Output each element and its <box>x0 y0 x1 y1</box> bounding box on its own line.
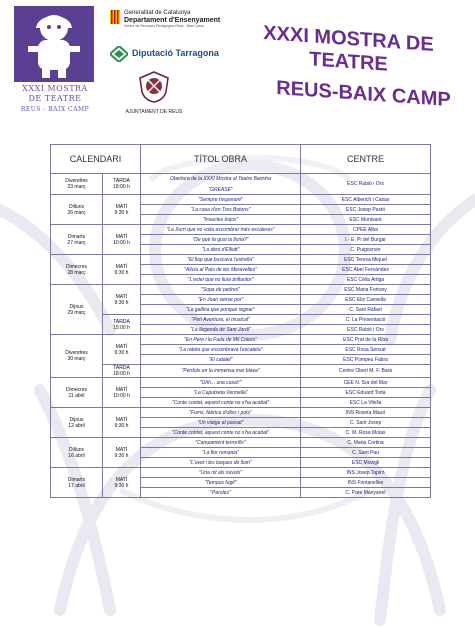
play-title-cell <box>141 398 301 408</box>
session-label: 18:00 h <box>113 371 130 377</box>
play-title-cell <box>141 235 301 245</box>
session-label: 9:30 h <box>114 269 129 276</box>
school-name: Centre Obert M. F. Barà <box>301 365 431 378</box>
header-titol-obra: TÍTOL OBRA <box>141 145 301 174</box>
play-title-cell <box>141 345 301 355</box>
event-title-line-1: XXXI MOSTRA DE TEATRE <box>263 22 434 76</box>
play-title-cell <box>141 174 301 195</box>
day-label: 23 març <box>67 184 86 190</box>
play-title: "Tempus fugit" <box>204 479 237 486</box>
school-name: CPEE Alba <box>301 225 431 235</box>
session-cell <box>103 378 141 408</box>
session-label: 10:00 h <box>113 392 130 399</box>
play-title: "Sopa de pedres" <box>201 286 240 293</box>
header-centre: CENTRE <box>301 145 431 174</box>
day-label: Dimecres <box>65 386 88 393</box>
school-name: INS Fontanelles <box>301 478 431 488</box>
school-name: ESC Josep Pastó <box>301 205 431 215</box>
session-cell <box>103 195 141 225</box>
school-name: ESC Eliz Cansella <box>301 295 431 305</box>
session-label: 9:30 h <box>114 299 129 306</box>
play-title-cell <box>141 418 301 428</box>
school-name: ESC Cèlia Artiga <box>301 275 431 285</box>
day-cell <box>51 408 103 438</box>
play-title-cell <box>141 355 301 365</box>
play-title-cell <box>141 225 301 235</box>
school-name: CEE N. Sra del Mar <box>301 378 431 388</box>
session-label: 9:30 h <box>114 349 129 356</box>
table-row <box>51 468 431 478</box>
play-title-cell <box>141 295 301 305</box>
table-row <box>51 408 431 418</box>
day-label: 30 març <box>67 356 86 362</box>
table-row <box>51 335 431 345</box>
session-cell <box>103 438 141 468</box>
session-label: MATÍ <box>115 446 128 453</box>
table-row <box>51 285 431 295</box>
school-name: ESC Eduard Toda <box>301 388 431 398</box>
play-title: "La rateta que escombrava l'escaleta" <box>178 346 263 353</box>
session-label: TARDA <box>113 178 130 184</box>
play-title: "El llop que buscava l'estrella" <box>187 256 254 263</box>
play-title: "Campament terrorífic" <box>195 439 246 446</box>
session-label: MATÍ <box>115 203 128 210</box>
school-name: ESC Montsant <box>301 215 431 225</box>
table-row <box>51 315 431 325</box>
school-name: I.- E. Pi del Burgar <box>301 235 431 245</box>
senyera-icon <box>110 10 120 24</box>
play-title-cell <box>141 275 301 285</box>
session-label: TARDA <box>113 318 130 325</box>
play-title-cell <box>141 365 301 378</box>
session-cell <box>103 315 141 335</box>
page-header <box>0 0 475 140</box>
session-label: 9:30 h <box>114 482 129 489</box>
session-cell <box>103 174 141 195</box>
day-label: Divendres <box>65 178 88 184</box>
ajuntament-label: AJUNTAMENT DE REUS <box>125 109 183 115</box>
session-label: TARDA <box>113 365 130 371</box>
table-row <box>51 378 431 388</box>
session-label: 10:00 h <box>113 239 130 246</box>
school-name: ESC Pompeu Fabra <box>301 355 431 365</box>
play-title-extra: "GREASE" <box>208 186 233 193</box>
session-cell <box>103 468 141 498</box>
school-name: ESC Prat de la Riba <box>301 335 431 345</box>
table-row <box>51 225 431 235</box>
play-title-cell <box>141 388 301 398</box>
play-title: "L'avet i les boques de llum" <box>189 459 252 466</box>
table-row <box>51 365 431 378</box>
school-name: ESC Rubió i Ors <box>301 174 431 195</box>
play-title: "La Xurri que no volia escombrar més escaleres" <box>166 226 275 233</box>
day-cell <box>51 225 103 255</box>
generalitat-line-3: Centre de Recursos Pedagògics Reus - Baix Camp <box>124 24 204 28</box>
day-cell <box>51 195 103 225</box>
school-name: C. Pare Manyanet <box>301 488 431 498</box>
schedule-body <box>51 174 431 498</box>
table-header-row <box>51 145 431 174</box>
diputacio-label: Diputació Tarragona <box>132 48 219 58</box>
play-title: "En Joan sense por" <box>197 296 244 303</box>
session-cell <box>103 365 141 378</box>
school-name: ESC Maria Fortuny <box>301 285 431 295</box>
school-name: INS Josep Tapiró <box>301 468 431 478</box>
play-title: "Sempre t'esperaré" <box>198 196 243 203</box>
play-title-cell <box>141 478 301 488</box>
day-label: Dilluns <box>68 203 84 210</box>
table-row <box>51 174 431 195</box>
day-label: Dilluns <box>68 446 84 453</box>
day-cell <box>51 438 103 468</box>
play-title-cell <box>141 195 301 205</box>
school-name: ESC La Vilella <box>301 398 431 408</box>
day-label: Dimecres <box>65 263 88 270</box>
school-name: INS Roseta Mauri <box>301 408 431 418</box>
play-title-cell <box>141 205 301 215</box>
school-name: C. Sant Rafael <box>301 305 431 315</box>
play-title: Obertura de la XXXI Mostra al Teatre Bartrina <box>170 175 271 182</box>
day-cell <box>51 285 103 335</box>
play-title: "La Caputxeta Vermella" <box>193 389 248 396</box>
day-label: Dimarts <box>67 476 86 483</box>
day-cell <box>51 378 103 408</box>
play-title-cell <box>141 448 301 458</box>
play-title: "La gallina que ponqué regnar" <box>186 306 255 313</box>
school-name: ESC Mowgli <box>301 458 431 468</box>
session-label: 9:30 h <box>114 422 129 429</box>
ajuntament-shield-icon <box>137 70 171 104</box>
play-title-cell <box>141 285 301 295</box>
session-label: 18:00 h <box>113 184 130 190</box>
day-label: 11 abril <box>68 392 85 399</box>
ajuntament-logo <box>124 70 184 115</box>
day-label: 29 març <box>67 309 86 316</box>
school-name: C. Sant Josep <box>301 418 431 428</box>
play-title-cell <box>141 315 301 325</box>
school-name: ESC Teresa Miquel <box>301 255 431 265</box>
play-title: "La llegenda de Sant Jordi" <box>190 326 251 333</box>
session-label: MATÍ <box>115 263 128 270</box>
play-title: "Ohh... una casa!!" <box>199 379 242 386</box>
play-title: "Un viatge al passat" <box>197 419 244 426</box>
play-title-cell <box>141 428 301 438</box>
session-label: MATÍ <box>115 416 128 423</box>
mostra-logo <box>14 6 94 114</box>
event-title-line-2: REUS-BAIX CAMP <box>276 76 451 112</box>
school-name: C. La Presentació <box>301 315 431 325</box>
play-title: "L'estel que no lluïa brillantor" <box>187 276 254 283</box>
day-label: Dimarts <box>67 233 86 240</box>
day-label: 16 abril <box>68 452 85 459</box>
session-label: 9:30 h <box>114 209 129 216</box>
play-title: "Conte contat, aquest conte no s'ha acabat" <box>171 429 270 436</box>
play-title: "Conte contat, aquest conte no s'ha acabat" <box>171 399 270 406</box>
session-label: MATÍ <box>115 233 128 240</box>
session-label: 9:30 h <box>114 452 129 459</box>
school-name: ESC Alberich i Casas <box>301 195 431 205</box>
day-label: Dijous <box>69 416 84 423</box>
play-title-cell <box>141 458 301 468</box>
diputacio-icon <box>110 46 128 62</box>
play-title: "La casa d'en Tres Botons" <box>190 206 251 213</box>
play-title: "De què fa gust la lluna?" <box>192 236 249 243</box>
day-label: 27 març <box>67 239 86 246</box>
day-label: 26 març <box>67 209 86 216</box>
event-title <box>226 19 471 113</box>
play-title-cell <box>141 265 301 275</box>
session-label: 15:00 h <box>113 324 130 331</box>
school-name: ESC Abel Fernàndez <box>301 265 431 275</box>
day-label: 12 abril <box>68 422 85 429</box>
school-name: ESC Rubió i Ors <box>301 325 431 335</box>
day-label: 28 març <box>67 269 86 276</box>
play-title-cell <box>141 255 301 265</box>
school-name: C. M. Rosa Molas <box>301 428 431 438</box>
header-calendari: CALENDARI <box>51 145 141 174</box>
generalitat-line-1: Generalitat de Catalunya <box>124 10 191 16</box>
play-title-cell <box>141 305 301 315</box>
day-cell <box>51 174 103 195</box>
session-cell <box>103 408 141 438</box>
play-title: "Paroles" <box>210 489 231 496</box>
school-name: C. Puigcerver <box>301 245 431 255</box>
day-cell <box>51 255 103 285</box>
session-label: MATÍ <box>115 343 128 350</box>
play-title: "La flor romania" <box>202 449 239 456</box>
play-title-cell <box>141 488 301 498</box>
play-title: "La dent d'Elliott" <box>201 246 240 253</box>
logo-line-2: DE TEATRE <box>28 94 82 103</box>
play-title-cell <box>141 335 301 345</box>
play-title: "Fums, fàbrica d'olles i pots" <box>189 409 252 416</box>
play-title-cell <box>141 408 301 418</box>
session-cell <box>103 225 141 255</box>
day-label: Divendres <box>65 350 88 356</box>
play-title: "El catalel" <box>208 356 233 363</box>
play-title-cell <box>141 215 301 225</box>
session-label: MATÍ <box>115 293 128 300</box>
play-title: "Perduts en la immensa mar blava" <box>181 368 260 374</box>
logo-line-1: XXXI MOSTRA <box>22 84 88 93</box>
session-cell <box>103 285 141 315</box>
session-cell <box>103 255 141 285</box>
session-cell <box>103 335 141 365</box>
play-title-cell <box>141 378 301 388</box>
diputacio-logo <box>110 46 220 62</box>
play-title-cell <box>141 245 301 255</box>
table-row <box>51 255 431 265</box>
logo-line-3: REUS - BAIX CAMP <box>20 106 90 113</box>
session-label: MATÍ <box>115 386 128 393</box>
table-row <box>51 438 431 448</box>
play-title-cell <box>141 438 301 448</box>
school-name: C. Maria Cortina <box>301 438 431 448</box>
day-cell <box>51 335 103 378</box>
school-name: C. Sant Pau <box>301 448 431 458</box>
play-title: "Una nit als núvols" <box>199 469 243 476</box>
day-cell <box>51 468 103 498</box>
play-title: "En Pere i la Fada de Mil Colors" <box>184 336 257 343</box>
day-label: 17 abril <box>68 482 85 489</box>
session-label: MATÍ <box>115 476 128 483</box>
school-name: ESC Rosa Sensat <box>301 345 431 355</box>
day-label: Dijous <box>69 303 84 310</box>
play-title: "Insectes bojos" <box>202 216 239 223</box>
play-title: "Alícia al País de les Meravelles" <box>184 266 257 273</box>
generalitat-line-2: Departament d'Ensenyament <box>124 17 221 24</box>
schedule-table <box>50 144 431 498</box>
play-title: "Peri Aventura, el musical" <box>191 316 250 323</box>
theatre-character-icon <box>14 6 94 82</box>
play-title-cell <box>141 468 301 478</box>
play-title-cell <box>141 325 301 335</box>
table-row <box>51 195 431 205</box>
